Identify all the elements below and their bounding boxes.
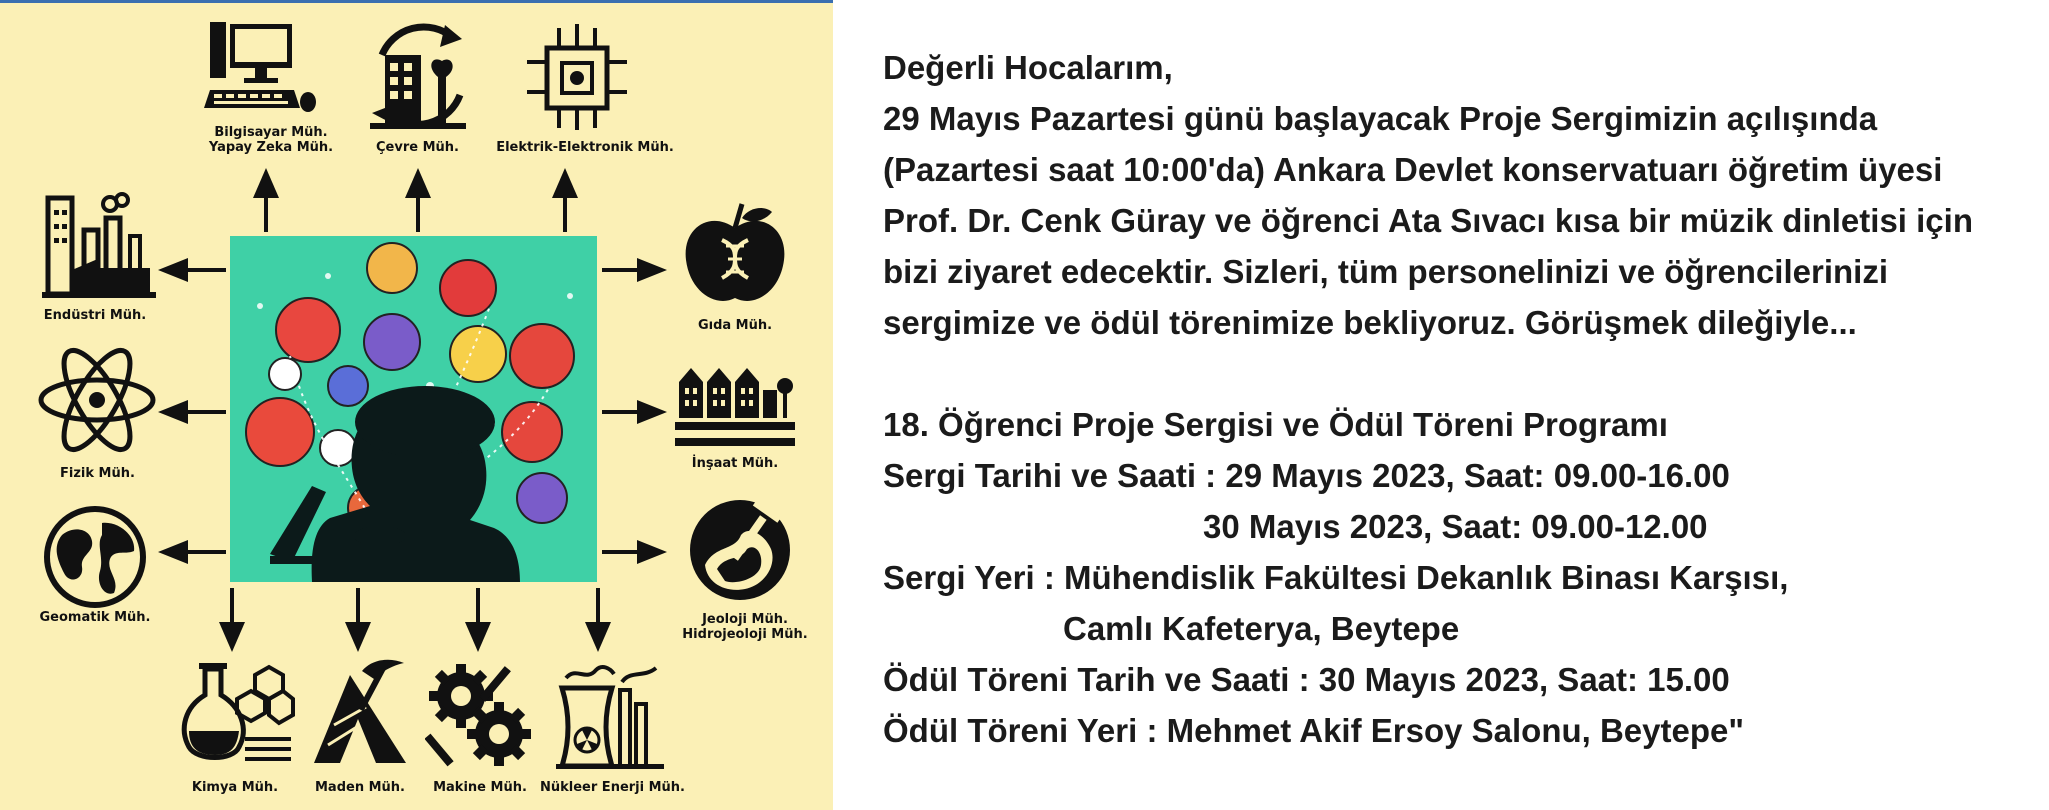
arrow-left-geomatik <box>158 540 226 564</box>
arrow-down-kimya <box>219 588 245 652</box>
arrow-left-endustri <box>158 258 226 282</box>
spacer <box>883 348 2033 399</box>
arrow-up-elektrik <box>552 168 578 232</box>
label-endustri: Endüstri Müh. <box>43 308 147 323</box>
green-building-icon <box>360 15 475 135</box>
gears-icon <box>425 660 535 770</box>
arrow-down-makine <box>465 588 491 652</box>
arrow-down-maden <box>345 588 371 652</box>
label-fizik: Fizik Müh. <box>60 466 135 481</box>
arrow-up-cevre <box>405 168 431 232</box>
ceremony-date: Ödül Töreni Tarih ve Saati : 30 Mayıs 2023, Saat: 15.00 <box>883 661 1730 698</box>
label-gida: Gıda Müh. <box>697 318 773 333</box>
label-jeoloji: Jeoloji Müh. Hidrojeoloji Müh. <box>682 612 808 642</box>
globe-icon <box>40 505 150 610</box>
city-buildings-icon <box>675 360 795 450</box>
mine-pickaxe-icon <box>310 655 410 767</box>
paragraph-line: sergimize ve ödül törenimize bekliyoruz. Görüşmek dileğiyle... <box>883 304 1857 341</box>
arrow-right-gida <box>602 258 667 282</box>
exhibition-place-detail: Camlı Kafeterya, Beytepe <box>1063 610 1460 647</box>
arrow-left-fizik <box>158 400 226 424</box>
label-bilgisayar: Bilgisayar Müh. Yapay Zeka Müh. <box>208 125 334 155</box>
paragraph-line: 29 Mayıs Pazartesi günü başlayacak Proje Sergimizin açılışında <box>883 100 1878 137</box>
engineering-disciplines-poster <box>0 0 833 810</box>
exhibition-date-second-day: 30 Mayıs 2023, Saat: 09.00-12.00 <box>1203 508 1708 545</box>
label-elektrik: Elektrik-Elektronik Müh. <box>496 140 674 155</box>
paragraph-line: Prof. Dr. Cenk Güray ve öğrenci Ata Sıvacı kısa bir müzik dinletisi için <box>883 202 1973 239</box>
arrow-down-nukleer <box>585 588 611 652</box>
center-illustration <box>230 236 597 582</box>
label-cevre: Çevre Müh. <box>376 140 459 155</box>
label-makine: Makine Müh. <box>433 780 527 795</box>
arrow-right-jeoloji <box>602 540 667 564</box>
rock-hammer-icon <box>685 495 795 605</box>
microchip-icon <box>525 22 630 132</box>
label-kimya: Kimya Müh. <box>191 780 279 795</box>
label-maden: Maden Müh. <box>315 780 405 795</box>
exhibition-date: Sergi Tarihi ve Saati : 29 Mayıs 2023, Saat: 09.00-16.00 <box>883 457 1730 494</box>
program-title: 18. Öğrenci Proje Sergisi ve Ödül Töreni Programı <box>883 406 1668 443</box>
flask-molecule-icon <box>175 655 295 767</box>
label-geomatik: Geomatik Müh. <box>39 610 151 625</box>
label-insaat: İnşaat Müh. <box>691 456 779 471</box>
computer-icon <box>200 20 320 120</box>
paragraph-line: bizi ziyaret edecektir. Sizleri, tüm personelinizi ve öğrencilerinizi <box>883 253 1889 290</box>
arrow-up-bilgisayar <box>253 168 279 232</box>
atom-icon <box>35 345 160 455</box>
arrow-right-insaat <box>602 400 667 424</box>
label-nukleer: Nükleer Enerji Müh. <box>540 780 685 795</box>
paragraph-line: (Pazartesi saat 10:00'da) Ankara Devlet konservatuarı öğretim üyesi <box>883 151 1943 188</box>
apple-dna-icon <box>680 200 790 310</box>
greeting: Değerli Hocalarım, <box>883 49 1173 86</box>
ceremony-place: Ödül Töreni Yeri : Mehmet Akif Ersoy Salonu, Beytepe" <box>883 712 1745 749</box>
student-laptop-icon <box>230 236 597 582</box>
exhibition-place: Sergi Yeri : Mühendislik Fakültesi Dekanlık Binası Karşısı, <box>883 559 1789 596</box>
nuclear-plant-icon <box>552 660 667 770</box>
factory-icon <box>40 190 160 300</box>
invitation-message <box>883 42 2033 756</box>
